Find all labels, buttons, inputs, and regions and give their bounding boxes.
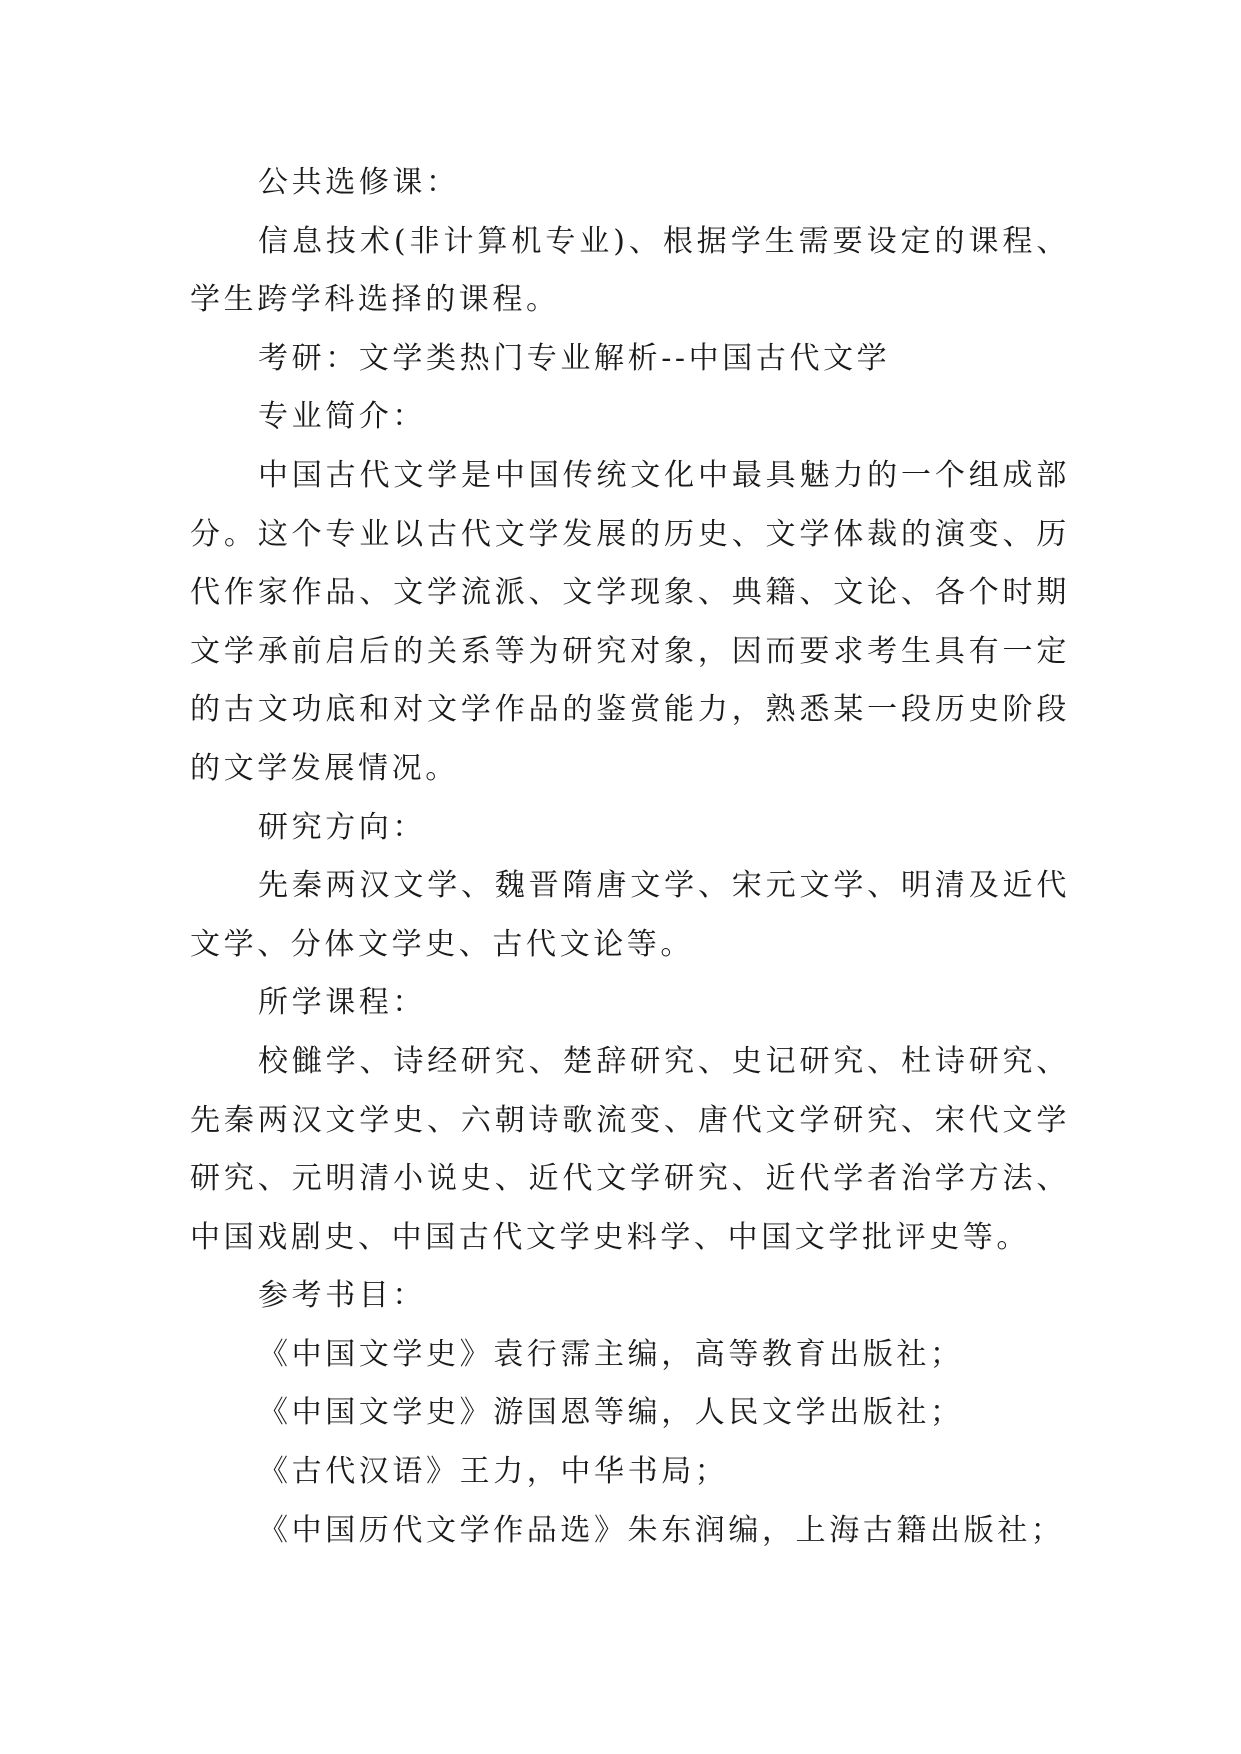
heading-courses: 所学课程：	[258, 985, 426, 1021]
paragraph-research-directions: 先秦两汉文学、魏晋隋唐文学、宋元文学、明清及近代文学、分体文学史、古代文论等。	[190, 868, 1070, 962]
reference-book-item: 《中国文学史》袁行霈主编，高等教育出版社；	[258, 1336, 964, 1372]
reference-book-item: 《中国文学史》游国恩等编，人民文学出版社；	[258, 1395, 964, 1431]
heading-research-directions: 研究方向：	[258, 809, 426, 845]
document-body	[190, 154, 1070, 1560]
paragraph-public-electives: 信息技术(非计算机专业)、根据学生需要设定的课程、学生跨学科选择的课程。	[190, 223, 1070, 318]
paragraph-courses: 校雠学、诗经研究、楚辞研究、史记研究、杜诗研究、先秦两汉文学史、六朝诗歌流变、唐代文学研究、宋代文学研究、元明清小说史、近代文学研究、近代学者治学方法、中国戏剧史、中国古代文学史料学、中国文学批评史等。	[190, 1043, 1070, 1255]
reference-book-item: 《中国历代文学作品选》朱东润编，上海古籍出版社；	[258, 1512, 1065, 1548]
paragraph-major-intro: 中国古代文学是中国传统文化中最具魅力的一个组成部分。这个专业以古代文学发展的历史、文学体裁的演变、历代作家作品、文学流派、文学现象、典籍、文论、各个时期文学承前启后的关系等为研究对象，因而要求考生具有一定的古文功底和对文学作品的鉴赏能力，熟悉某一段历史阶段的文学发展情况。	[190, 457, 1070, 786]
heading-reference-books: 参考书目：	[258, 1278, 426, 1314]
heading-public-electives: 公共选修课：	[258, 165, 460, 200]
heading-major-intro: 专业简介：	[258, 399, 426, 435]
reference-book-item: 《古代汉语》王力，中华书局；	[258, 1454, 729, 1490]
heading-kaoyan-major: 考研：文学类热门专业解析--中国古代文学	[258, 340, 891, 376]
